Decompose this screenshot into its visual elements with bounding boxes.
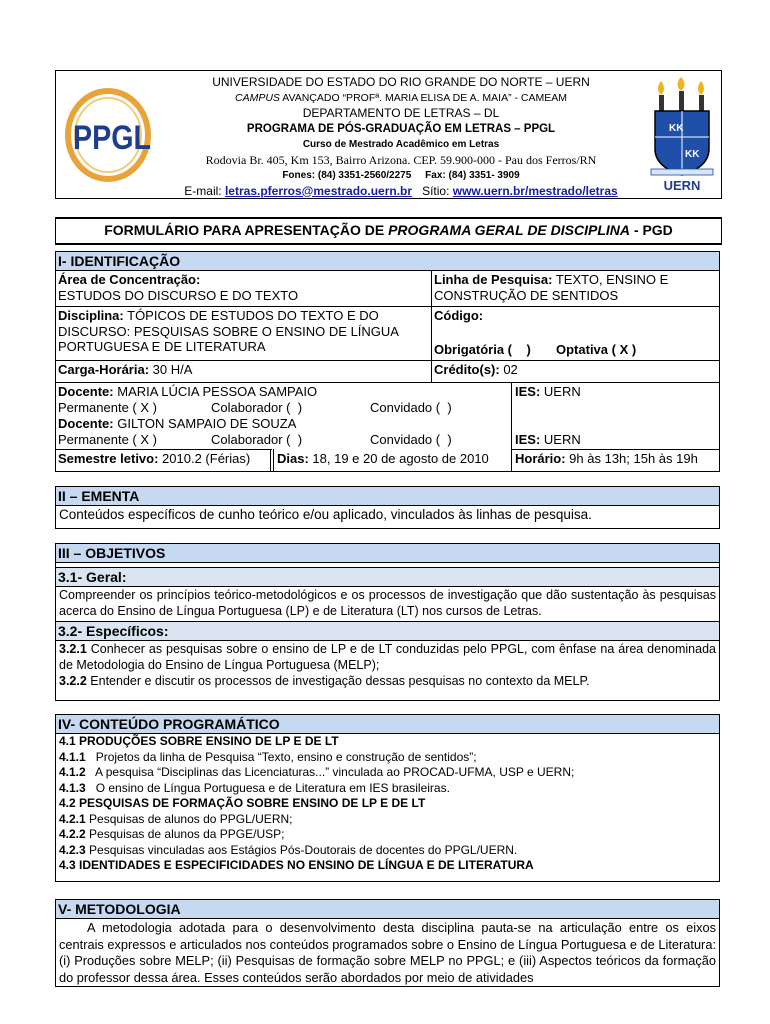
conteudo-item: 4.2 PESQUISAS DE FORMAÇÃO SOBRE ENSINO DE LP E DE LT	[59, 796, 426, 810]
dias: Dias: 18, 19 e 20 de agosto de 2010	[277, 451, 489, 466]
ementa-text: Conteúdos específicos de cunho teórico e/ou aplicado, vinculados às linhas de pesquisa.	[59, 507, 592, 522]
email-link[interactable]: letras.pferros@mestrado.uern.br	[224, 183, 413, 198]
section-ementa	[55, 486, 720, 529]
conteudo-item: 4.2.1 Pesquisas de alunos do PPGL/UERN;	[59, 811, 293, 826]
conteudo-item: 4.3 IDENTIDADES E ESPECIFICIDADES NO ENSINO DE LÍNGUA E DE LITERATURA	[59, 858, 534, 872]
svg-text:UERN: UERN	[663, 178, 701, 192]
subsection-heading-especificos: 3.2- Específicos:	[56, 621, 719, 641]
objetivo-especifico-2: 3.2.2 Entender e discutir os processos de investigação dessas pesquisas no contexto da MELP.	[59, 674, 590, 688]
letterhead-text	[161, 75, 641, 199]
torch-icons	[658, 77, 704, 111]
carga-horaria: Carga-Horária: 30 H/A	[58, 362, 193, 377]
divider	[273, 449, 274, 471]
address-line: Rodovia Br. 405, Km 153, Bairro Arizona. CEP. 59.900-000 - Pau dos Ferros/RN	[205, 152, 597, 167]
section-heading: III – OBJETIVOS	[56, 544, 719, 563]
divider	[270, 449, 271, 471]
svg-text:KK: KK	[669, 123, 684, 134]
convidado-1[interactable]: Convidado ( )	[370, 400, 452, 415]
divider	[56, 449, 272, 450]
permanente-2[interactable]: Permanente ( X )	[58, 432, 157, 447]
section-objetivos	[55, 543, 720, 701]
conteudo-item: 4.1 PRODUÇÕES SOBRE ENSINO DE LP E DE LT	[59, 734, 339, 748]
website-link[interactable]: www.uern.br/mestrado/letras	[452, 183, 618, 198]
conteudo-item: 4.1.2 A pesquisa “Disciplinas das Licenciaturas...” vinculada ao PROCAD-UFMA, USP e UERN;	[59, 765, 575, 779]
divider	[56, 360, 719, 361]
section-metodologia	[55, 899, 720, 987]
phones-line: Fones: (84) 3351-2560/2275 Fax: (84) 3351- 3909	[282, 170, 520, 181]
horario: Horário: 9h às 13h; 15h às 19h	[515, 451, 698, 466]
section-conteudo-programatico	[55, 714, 720, 882]
colaborador-1[interactable]: Colaborador ( )	[211, 400, 303, 415]
contact-line: E-mail: letras.pferros@mestrado.uern.br Sítio: www.uern.br/mestrado/letras	[184, 183, 618, 198]
metodologia-text: A metodologia adotada para o desenvolvimento desta disciplina pauta-se na articulação entre os eixos centrais expressos e articulados nos conteúdos programados sobre o Ensino de Língua Portuguesa e de Literatura: (i) Produções sobre MELP; (ii) Pesquisas de formação sobre MELP no PPGL; e (iii) Aspectos teóricos da formação do professor dessa área. Esses conteúdos serão abordados por meio de atividades	[59, 920, 716, 985]
convidado-2[interactable]: Convidado ( )	[370, 432, 452, 447]
course-name: Curso de Mestrado Acadêmico em Letras	[302, 139, 500, 150]
divider	[511, 449, 719, 450]
obrigatoria-option[interactable]: Obrigatória ( )	[434, 342, 531, 357]
conteudo-item: 4.1.1 Projetos da linha de Pesquisa “Texto, ensino e construção de sentidos”;	[59, 749, 477, 764]
ies-2: IES: UERN	[515, 432, 581, 447]
campus-line: CAMPUS AVANÇADO “PROFª. MARIA ELISA DE A. MAIA” - CAMEAM	[235, 91, 567, 104]
colaborador-2[interactable]: Colaborador ( )	[211, 432, 303, 447]
section-heading: I- IDENTIFICAÇÃO	[56, 252, 719, 271]
divider	[431, 306, 719, 307]
semestre-letivo: Semestre letivo: 2010.2 (Férias)	[58, 451, 251, 466]
conteudo-item: 4.2.3 Pesquisas vinculadas aos Estágios Pós-Doutorais de docentes do PPGL/UERN.	[59, 842, 518, 857]
section-heading: II – EMENTA	[56, 487, 719, 506]
divider	[431, 271, 432, 383]
svg-text:KK: KK	[685, 149, 700, 160]
disciplina: Disciplina: TÓPICOS DE ESTUDOS DO TEXTO E DO DISCURSO: PESQUISAS SOBRE O ENSINO DE LÍNGUA PORTUGUESA E DE LITERATURA	[58, 308, 399, 354]
conteudo-item: 4.2.2 Pesquisas de alunos da PPGE/USP;	[59, 827, 285, 841]
section-heading: V- METODOLOGIA	[56, 900, 719, 919]
ies-1: IES: UERN	[515, 384, 581, 399]
divider	[56, 306, 431, 307]
conteudo-item: 4.1.3 O ensino de Língua Portuguesa e de Literatura em IES brasileiras.	[59, 780, 450, 795]
docente-1: Docente: MARIA LÚCIA PESSOA SAMPAIO	[58, 384, 318, 399]
program-name: PROGRAMA DE PÓS-GRADUAÇÃO EM LETRAS – PPGL	[246, 122, 556, 135]
optativa-option[interactable]: Optativa ( X )	[556, 342, 637, 357]
section-identificacao	[55, 251, 720, 472]
creditos: Crédito(s): 02	[434, 362, 518, 377]
subsection-heading-geral: 3.1- Geral:	[56, 567, 719, 587]
linha-pesquisa: Linha de Pesquisa: TEXTO, ENSINO E CONSTRUÇÃO DE SENTIDOS	[434, 272, 669, 303]
permanente-1[interactable]: Permanente ( X )	[58, 400, 157, 415]
codigo: Código:	[434, 308, 484, 323]
divider	[56, 382, 719, 383]
form-title: FORMULÁRIO PARA APRESENTAÇÃO DE PROGRAMA GERAL DE DISCIPLINA - PGD	[55, 217, 722, 245]
docente-2: Docente: GILTON SAMPAIO DE SOUZA	[58, 416, 297, 431]
ppgl-logo	[60, 85, 160, 183]
letterhead	[55, 70, 722, 199]
department-name: DEPARTAMENTO DE LETRAS – DL	[302, 106, 500, 120]
area-concentracao: Área de Concentração: ESTUDOS DO DISCURSO E DO TEXTO	[58, 272, 299, 303]
objetivo-especifico-1: 3.2.1 Conhecer as pesquisas sobre o ensino de LP e de LT conduzidas pelo PPGL, com ênfase na área denominada de Metodologia do Ensino de Língua Portuguesa (MELP);	[59, 642, 716, 672]
university-name: UNIVERSIDADE DO ESTADO DO RIO GRANDE DO NORTE – UERN	[212, 75, 590, 89]
svg-text:PPGL: PPGL	[73, 119, 151, 157]
objetivo-geral-text: Compreender os princípios teórico-metodológicos e os processos de investigação que dão sustentação às pesquisas acerca do Ensino de Língua Portuguesa (LP) e de Literatura (LT) nos cursos de Letras.	[59, 588, 716, 618]
uern-crest-logo	[649, 77, 715, 192]
section-heading: IV- CONTEÚDO PROGRAMÁTICO	[56, 715, 719, 734]
divider	[511, 382, 512, 471]
